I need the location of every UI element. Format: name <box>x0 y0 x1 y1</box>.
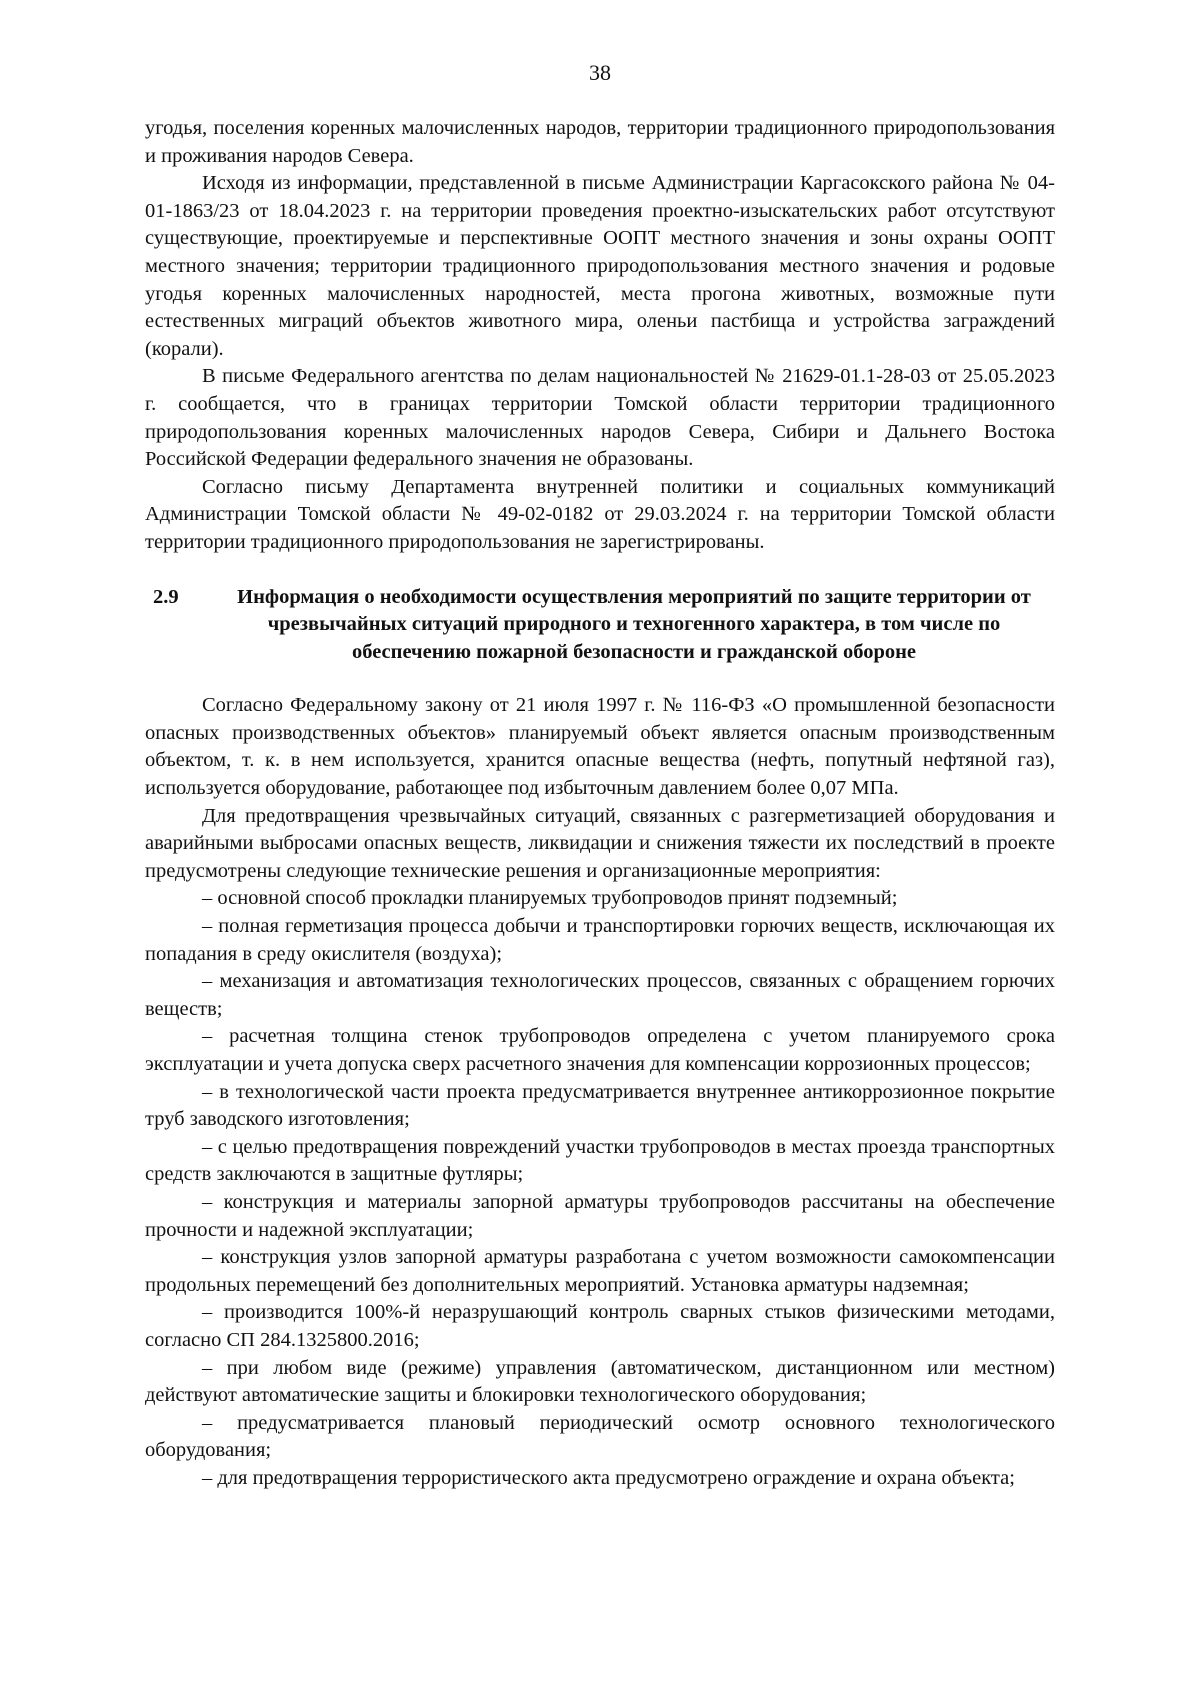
paragraph: Согласно Федеральному закону от 21 июля 1997 г. № 116-ФЗ «О промышленной безопасности опасных производственных объектов» планируемый объект является опасным производственным объектом, т. к. в нем используется, хранится опасные вещества (нефть, попутный нефтяной газ), используется оборудование, работающее под избыточным давлением более 0,07 МПа. <box>145 694 1055 800</box>
list-item: – производится 100%-й неразрушающий контроль сварных стыков физическими методами, согласно СП 284.1325800.2016; <box>145 1301 1055 1351</box>
paragraph: Для предотвращения чрезвычайных ситуаций, связанных с разгерметизацией оборудования и аварийными выбросами опасных веществ, ликвидации и снижения тяжести их последствий в проекте предусмотрены следующие технические решения и организационные мероприятия: <box>145 804 1055 882</box>
page-number: 38 <box>589 60 611 85</box>
list-item: – для предотвращения террористического акта предусмотрено ограждение и охрана объекта; <box>202 1466 1015 1489</box>
page-content <box>145 115 1055 1493</box>
paragraph: угодья, поселения коренных малочисленных народов, территории традиционного природопользования и проживания народов Севера. <box>145 117 1055 167</box>
list-item: – основной способ прокладки планируемых трубопроводов принят подземный; <box>202 887 898 910</box>
list-item: – конструкция и материалы запорной арматуры трубопроводов рассчитаны на обеспечение прочности и надежной эксплуатации; <box>145 1190 1055 1241</box>
paragraph: Согласно письму Департамента внутренней политики и социальных коммуникаций Администрации Томской области № 49-02-0182 от 29.03.2024 г. на территории Томской области территории традиционного природопользования не зарегистрированы. <box>145 475 1055 553</box>
section-number: 2.9 <box>153 585 179 608</box>
list-item: – конструкция узлов запорной арматуры разработана с учетом возможности самокомпенсации продольных перемещений без дополнительных мероприятий. Установка арматуры надземная; <box>145 1246 1055 1296</box>
section-title: Информация о необходимости осуществления мероприятий по защите территории от чрезвычайных ситуаций природного и техногенного характера, в том числе по обеспечению пожарной безопасности и гражданской обороне <box>237 585 1031 663</box>
list-item: – расчетная толщина стенок трубопроводов определена с учетом планируемого срока эксплуатации и учета допуска сверх расчетного значения для компенсации коррозионных процессов; <box>145 1025 1055 1075</box>
list-item: – при любом виде (режиме) управления (автоматическом, дистанционном или местном) действуют автоматические защиты и блокировки технологического оборудования; <box>145 1356 1055 1407</box>
list-item: – полная герметизация процесса добычи и транспортировки горючих веществ, исключающая их попадания в среду окислителя (воздуха); <box>145 915 1055 965</box>
list-item: – в технологической части проекта предусматривается внутреннее антикоррозионное покрытие труб заводского изготовления; <box>145 1080 1055 1131</box>
list-item: – предусматривается плановый периодический осмотр основного технологического оборудования; <box>145 1411 1055 1462</box>
paragraph: В письме Федерального агентства по делам национальностей № 21629-01.1-28-03 от 25.05.2023 г. сообщается, что в границах территории Томской области территории традиционного природопользования коренных малочисленных народов Севера, Сибири и Дальнего Востока Российской Федерации федерального значения не образованы. <box>145 365 1055 471</box>
list-item: – с целью предотвращения повреждений участки трубопроводов в местах проезда транспортных средств заключаются в защитные футляры; <box>145 1135 1055 1186</box>
paragraph: Исходя из информации, представленной в письме Администрации Каргасокского района № 04-01-1863/23 от 18.04.2023 г. на территории проведения проектно-изыскательских работ отсутствуют существующие, проектируемые и перспективные ООПТ местного значения и зоны охраны ООПТ местного значения; территории традиционного природопользования местного значения и родовые угодья коренных малочисленных народностей, места прогона животных, возможные пути естественных миграций объектов животного мира, оленьи пастбища и устройства заграждений (корали). <box>145 172 1055 360</box>
list-item: – механизация и автоматизация технологических процессов, связанных с обращением горючих веществ; <box>145 970 1055 1020</box>
measures-list <box>145 885 1055 1492</box>
section-heading <box>145 584 1055 667</box>
